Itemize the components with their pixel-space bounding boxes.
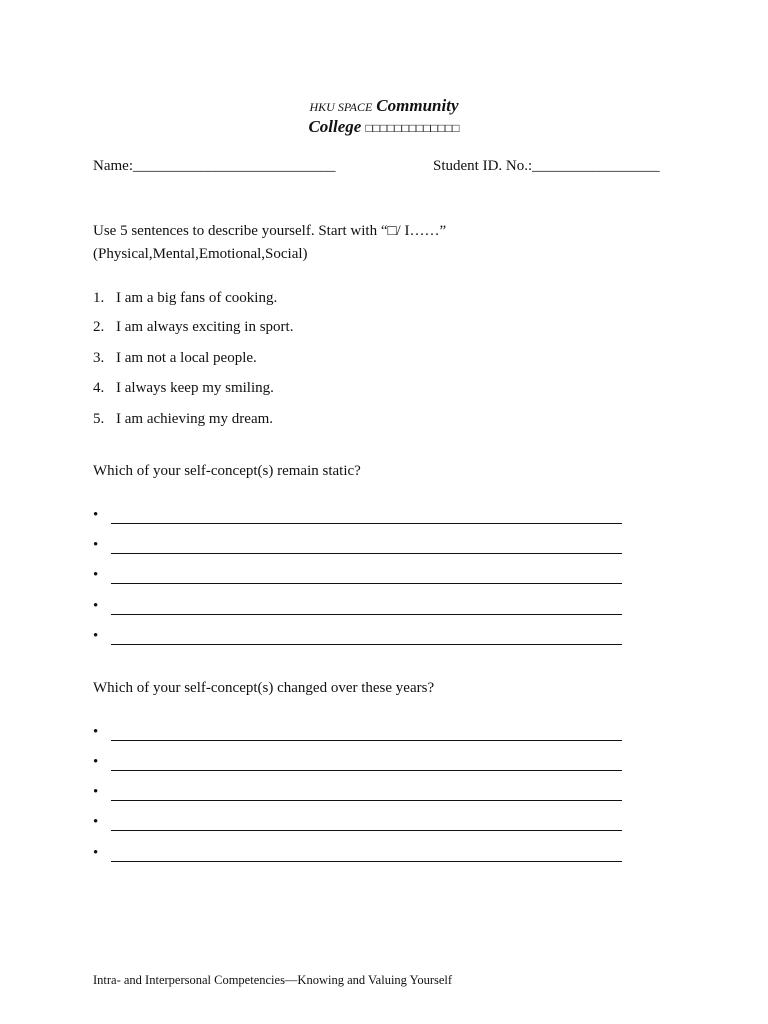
page-footer: Intra- and Interpersonal Competencies—Knowing and Valuing Yourself bbox=[93, 973, 453, 987]
bullet-icon: • bbox=[93, 784, 99, 800]
header-title-line2 bbox=[0, 117, 768, 137]
item-text: I am always exciting in sport. bbox=[116, 319, 294, 335]
bullet-icon: • bbox=[93, 724, 99, 740]
item-number: 3. bbox=[93, 350, 105, 366]
student-id-field[interactable] bbox=[433, 158, 660, 175]
bullet-icon: • bbox=[93, 628, 99, 644]
bullet-icon: • bbox=[93, 814, 99, 830]
title-college: College bbox=[308, 117, 362, 136]
instruction-line2: (Physical,Mental,Emotional,Social) bbox=[93, 246, 308, 262]
item-text: I am achieving my dream. bbox=[116, 411, 274, 427]
answer-blank-line[interactable] bbox=[111, 770, 622, 771]
answer-blank-line[interactable] bbox=[111, 830, 622, 831]
answer-blank-line[interactable] bbox=[111, 800, 622, 801]
changed-question: Which of your self-concept(s) changed over these years? bbox=[93, 680, 435, 696]
student-id-label: Student ID. No.: bbox=[433, 158, 533, 174]
item-number: 4. bbox=[93, 380, 105, 396]
list-item bbox=[93, 380, 274, 397]
bullet-icon: • bbox=[93, 537, 99, 553]
answer-blank-line[interactable] bbox=[111, 861, 622, 862]
answer-blank-line[interactable] bbox=[111, 583, 622, 584]
item-number: 1. bbox=[93, 290, 105, 306]
answer-blank-line[interactable] bbox=[111, 553, 622, 554]
item-number: 5. bbox=[93, 411, 105, 427]
bullet-icon: • bbox=[93, 754, 99, 770]
item-text: I always keep my smiling. bbox=[116, 380, 274, 396]
instruction-line1: Use 5 sentences to describe yourself. Start with “□/ I……” bbox=[93, 223, 447, 239]
item-number: 2. bbox=[93, 319, 105, 335]
name-blank[interactable]: ___________________________ bbox=[132, 158, 336, 174]
bullet-icon: • bbox=[93, 567, 99, 583]
bullet-icon: • bbox=[93, 845, 99, 861]
list-item bbox=[93, 350, 257, 367]
answer-blank-line[interactable] bbox=[111, 523, 622, 524]
student-id-blank[interactable]: _________________ bbox=[532, 158, 660, 174]
list-item bbox=[93, 290, 277, 307]
list-item bbox=[93, 319, 293, 336]
item-text: I am a big fans of cooking. bbox=[116, 290, 278, 306]
header-title-line1 bbox=[0, 96, 768, 116]
bullet-icon: • bbox=[93, 507, 99, 523]
answer-blank-line[interactable] bbox=[111, 644, 622, 645]
org-prefix: HKU SPACE bbox=[309, 100, 373, 114]
static-question: Which of your self-concept(s) remain static? bbox=[93, 463, 361, 479]
title-glyphs: □□□□□□□□□□□□□ bbox=[365, 121, 460, 135]
item-text: I am not a local people. bbox=[116, 350, 257, 366]
answer-blank-line[interactable] bbox=[111, 614, 622, 615]
bullet-icon: • bbox=[93, 598, 99, 614]
title-community: Community bbox=[376, 96, 459, 115]
answer-blank-line[interactable] bbox=[111, 740, 622, 741]
name-field[interactable] bbox=[93, 158, 335, 175]
list-item bbox=[93, 411, 273, 428]
name-label: Name: bbox=[93, 158, 133, 174]
